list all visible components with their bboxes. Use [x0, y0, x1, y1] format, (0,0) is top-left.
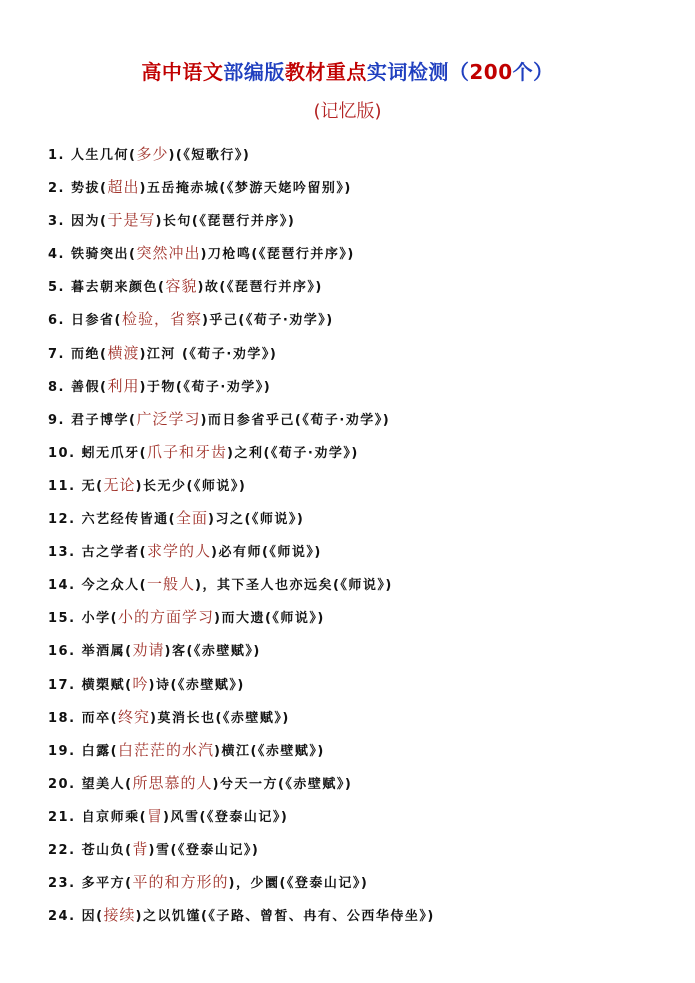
item-number: 15. — [48, 611, 76, 627]
item-text-after: )于物(《荀子·劝学》) — [139, 379, 272, 395]
item-number: 5. — [48, 280, 65, 296]
title-part-5: 200 — [469, 60, 513, 84]
list-item — [48, 638, 678, 671]
item-answer: 背 — [132, 839, 149, 858]
item-answer: 超出 — [107, 178, 140, 197]
item-text-before: 望美人( — [81, 776, 133, 792]
list-item — [48, 374, 678, 407]
item-number: 17. — [48, 677, 76, 693]
item-answer: 小的方面学习 — [118, 608, 215, 627]
title-part-2: 部编版 — [223, 60, 285, 84]
list-item — [48, 705, 678, 738]
list-item — [48, 341, 678, 374]
item-text-before: 举酒属( — [81, 644, 133, 660]
item-answer: 平的和方形的 — [132, 873, 229, 892]
item-number: 7. — [48, 346, 65, 362]
item-number: 18. — [48, 710, 76, 726]
list-item — [48, 407, 678, 440]
item-text-before: 君子博学( — [71, 412, 137, 428]
list-item — [48, 837, 678, 870]
item-text-after: )之以饥馑(《子路、曾皙、冉有、公西华侍坐》) — [135, 909, 435, 925]
item-text-before: 无( — [81, 478, 104, 494]
item-text-after: )长无少(《师说》) — [135, 478, 247, 494]
item-number: 6. — [48, 313, 65, 329]
item-number: 19. — [48, 743, 76, 759]
item-answer: 求学的人 — [147, 542, 212, 561]
item-text-before: 铁骑突出( — [71, 247, 137, 263]
title-part-3: 教材重点 — [284, 60, 367, 84]
item-number: 14. — [48, 578, 76, 594]
item-text-before: 苍山负( — [81, 842, 133, 858]
item-number: 22. — [48, 842, 76, 858]
title-part-6: 个） — [512, 60, 554, 84]
item-text-after: )(《短歌行》) — [168, 148, 251, 163]
item-answer: 无论 — [103, 475, 136, 494]
item-answer: 检验，省察 — [121, 310, 202, 329]
item-text-before: 而绝( — [71, 346, 108, 362]
item-text-after: )风雪(《登泰山记》) — [163, 809, 289, 825]
item-number: 16. — [48, 644, 76, 660]
item-number: 2. — [48, 181, 65, 197]
list-item — [48, 307, 678, 340]
item-text-after: )诗(《赤壁赋》) — [148, 677, 245, 693]
item-text-after: )江河 (《荀子·劝学》) — [139, 346, 278, 362]
list-item — [48, 506, 678, 539]
item-text-before: 古之学者( — [81, 545, 148, 561]
item-text-before: 而卒( — [81, 710, 119, 726]
item-answer: 白茫茫的水汽 — [118, 740, 215, 759]
list-item — [48, 870, 678, 903]
item-answer: 劝请 — [132, 641, 165, 660]
item-answer: 容貌 — [165, 277, 198, 296]
item-text-after: )莫消长也(《赤壁赋》) — [150, 710, 290, 726]
list-item — [48, 605, 678, 638]
item-text-after: )长句(《琵琶行并序》) — [155, 214, 296, 230]
item-text-after: )客(《赤壁赋》) — [164, 644, 261, 660]
item-number: 1. — [48, 148, 65, 163]
title-part-4: 实词检测（ — [366, 60, 470, 84]
item-text-before: 日参省( — [71, 313, 122, 329]
item-answer: 全面 — [176, 509, 209, 528]
item-number: 12. — [48, 512, 76, 528]
title-part-1: 高中语文 — [141, 60, 224, 84]
item-text-before: 因( — [81, 909, 104, 925]
item-text-before: 自京师乘( — [81, 809, 148, 825]
item-text-after: )而大遗(《师说》) — [214, 611, 325, 627]
item-text-after: )雪(《登泰山记》) — [148, 842, 260, 858]
item-text-after: )横江(《赤壁赋》) — [214, 743, 325, 759]
item-answer: 横渡 — [107, 343, 140, 362]
item-answer: 终究 — [118, 707, 151, 726]
list-item — [48, 738, 678, 771]
item-answer: 爪子和牙齿 — [147, 442, 228, 461]
item-text-before: 蚓无爪牙( — [81, 445, 148, 461]
item-answer: 广泛学习 — [136, 409, 201, 428]
item-text-before: 横槊赋( — [81, 677, 133, 693]
list-item — [48, 142, 678, 175]
item-text-before: 多平方( — [81, 876, 133, 892]
item-text-before: 暮去朝来颜色( — [71, 280, 166, 296]
item-text-before: 因为( — [71, 214, 108, 230]
item-text-after: )乎己(《荀子·劝学》) — [201, 313, 334, 329]
item-number: 11. — [48, 478, 76, 494]
question-list — [48, 142, 678, 936]
item-text-before: 人生几何( — [71, 148, 137, 163]
item-number: 4. — [48, 247, 65, 263]
item-number: 13. — [48, 545, 76, 561]
list-item — [48, 440, 678, 473]
item-text-before: 小学( — [81, 611, 119, 627]
item-text-after: )之利(《荀子·劝学》) — [227, 445, 359, 461]
document-title — [0, 56, 695, 85]
list-item — [48, 804, 678, 837]
item-text-after: )习之(《师说》) — [208, 512, 305, 528]
item-text-before: 善假( — [71, 379, 108, 395]
list-item — [48, 208, 678, 241]
item-number: 8. — [48, 379, 65, 395]
item-text-before: 六艺经传皆通( — [81, 512, 177, 528]
list-item — [48, 672, 678, 705]
item-text-after: )，少圜(《登泰山记》) — [228, 876, 369, 892]
item-number: 10. — [48, 445, 76, 461]
item-answer: 一般人 — [147, 575, 196, 594]
item-answer: 吟 — [132, 674, 149, 693]
document-subtitle: (记忆版) — [313, 101, 382, 122]
item-text-after: )，其下圣人也亦远矣(《师说》) — [195, 578, 393, 594]
list-item — [48, 903, 678, 936]
item-answer: 多少 — [136, 145, 169, 163]
item-answer: 于是写 — [107, 211, 156, 230]
list-item — [48, 539, 678, 572]
item-text-after: )五岳掩赤城(《梦游天姥吟留别》) — [139, 181, 352, 197]
item-answer: 接续 — [103, 906, 136, 925]
item-answer: 冒 — [147, 806, 164, 825]
item-text-after: )必有师(《师说》) — [211, 545, 322, 561]
item-number: 21. — [48, 809, 76, 825]
item-answer: 利用 — [107, 376, 140, 395]
item-text-after: )兮天一方(《赤壁赋》) — [212, 776, 353, 792]
item-number: 3. — [48, 214, 65, 230]
item-text-before: 势拔( — [71, 181, 108, 197]
item-number: 20. — [48, 776, 76, 792]
list-item — [48, 241, 678, 274]
item-answer: 突然冲出 — [136, 244, 201, 263]
item-number: 9. — [48, 412, 65, 428]
item-text-after: )故(《琵琶行并序》) — [197, 280, 323, 296]
item-number: 24. — [48, 909, 76, 925]
list-item — [48, 572, 678, 605]
list-item — [48, 473, 678, 506]
item-text-before: 今之众人( — [81, 578, 148, 594]
item-answer: 所思慕的人 — [132, 773, 213, 792]
item-number: 23. — [48, 876, 76, 892]
list-item — [48, 274, 678, 307]
item-text-after: )刀枪鸣(《琵琶行并序》) — [200, 247, 355, 263]
list-item — [48, 771, 678, 804]
item-text-after: )而日参省乎己(《荀子·劝学》) — [200, 412, 391, 428]
list-item — [48, 175, 678, 208]
item-text-before: 白露( — [81, 743, 119, 759]
